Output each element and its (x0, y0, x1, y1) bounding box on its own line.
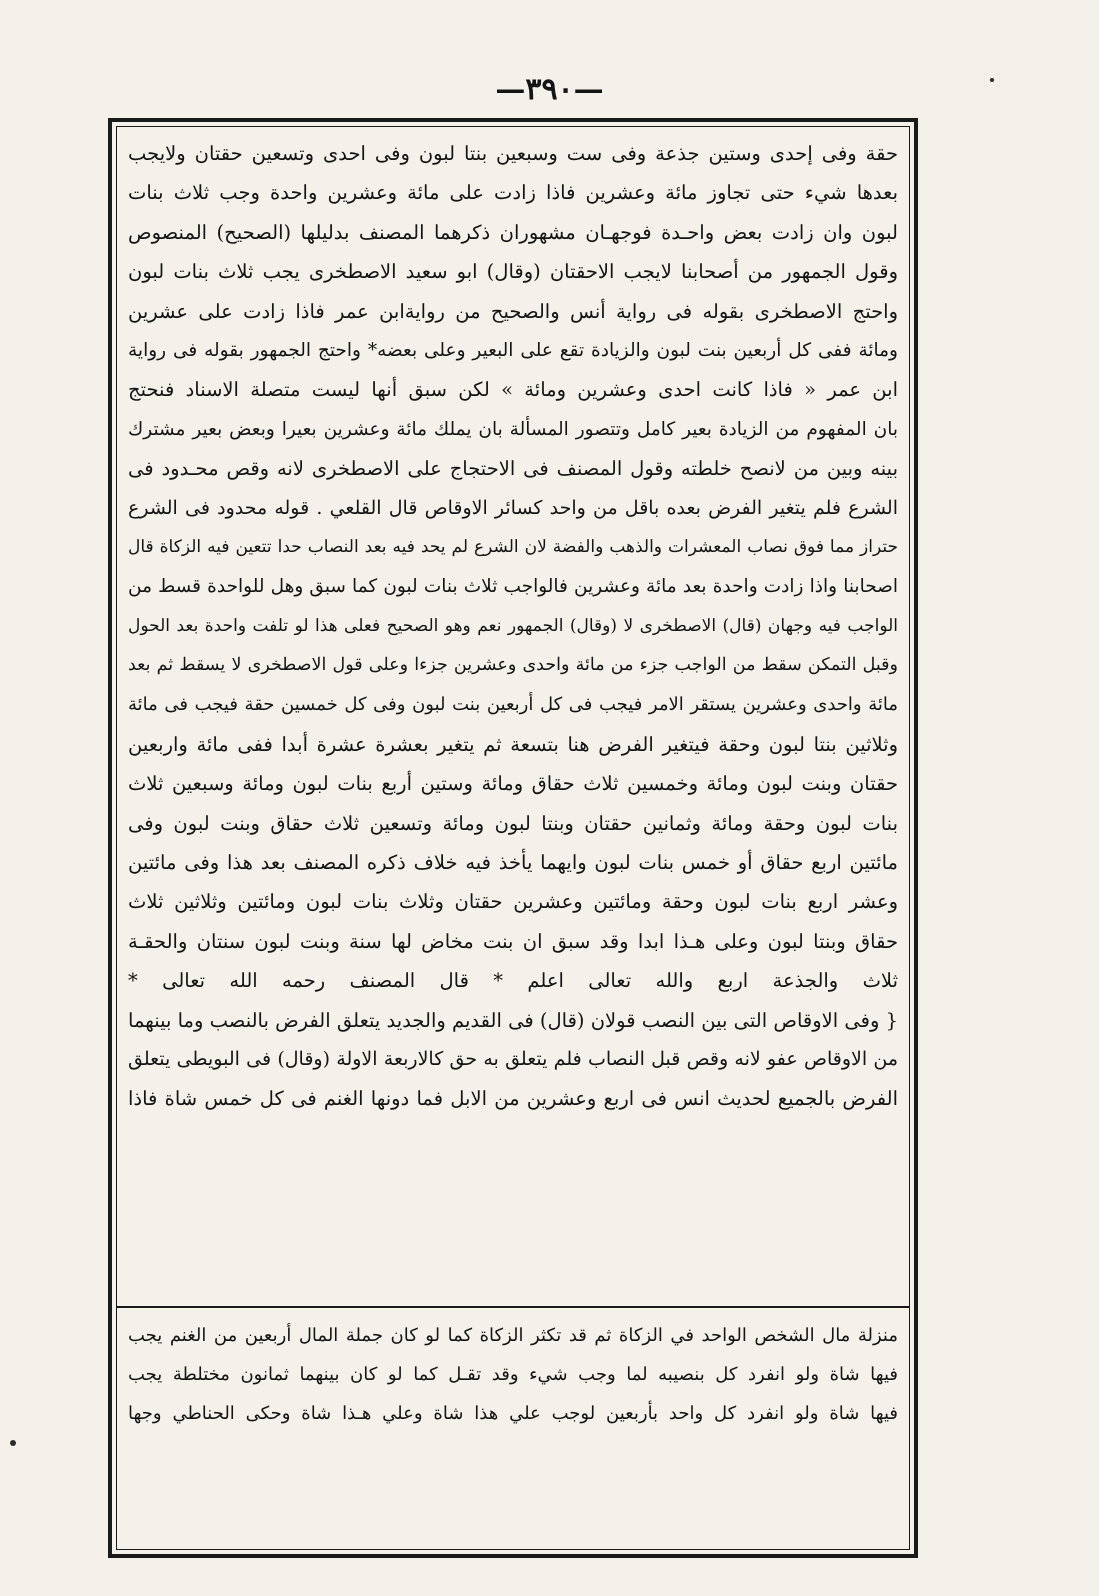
main-text-line: من الاوقاص عفو لانه وقص قبل النصاب فلم يتعلق به حق كالاربعة الاولة (وقال) فى البويطى يتعلق (128, 1047, 898, 1070)
main-text-line: وقول الجمهور من أصحابنا لايجب الاحقتان (وقال) ابو سعيد الاصطخرى يجب ثلاث بنات لبون (128, 260, 898, 284)
main-text-line: واحتج الاصطخرى بقوله فى رواية أنس والصحيح من روايةابن عمر فاذا زادت على عشرين (128, 299, 898, 323)
main-text-line: وثلاثين بنتا لبون وحقة فيتغير الفرض هنا بتسعة ثم يتغير بعشرة عشرة أبدا ففى مائة واربعين (128, 732, 898, 756)
main-text-line: الشرع فلم يتغير الفرض بعده باقل من واحد كسائر الاوقاص قال القلعي . قوله محدود فى الشرع (128, 496, 898, 519)
scan-speck (990, 78, 994, 82)
main-text-line: حتراز مما فوق نصاب المعشرات والذهب والفضة لان الشرع لم يحد فيه بعد النصاب حدا تتعين فيه الزكاة قال (128, 536, 898, 557)
main-text-line: مائة واحدى وعشرين يستقر الامر فيجب فى كل أربعين بنت لبون وفى كل خمسين حقة فيجب فى مائة (128, 694, 898, 716)
main-text-line: وقبل التمكن سقط من الواجب جزء من مائة واحدى وعشرين جزءا وعلى قول الاصطخرى لا يسقط ثم بعد (128, 655, 898, 676)
footnote-block (124, 1316, 902, 1516)
page-number: —٣٩٠— (495, 72, 604, 107)
footnote-line: منزلة مال الشخص الواحد في الزكاة ثم قد تكثر الزكاة كما لو كان جملة المال أربعين من الغنم يجب (128, 1325, 898, 1346)
main-text-line: بنات لبون وحقة ومائة وثمانين حقتان وبنتا لبون ومائة وتسعين ثلاث حقاق وبنت لبون وفى (128, 811, 898, 835)
footnote-line: فيها شاة ولو انفرد كل واحد بأربعين لوجب علي هذا شاة وعلي هـذا شاة وحكى الحناطي وجها (128, 1403, 898, 1424)
main-text-line: ابن عمر « فاذا كانت احدى وعشرين ومائة » لكن سبق أنها ليست متصلة الاسناد فنحتج (128, 378, 898, 402)
main-text-line: بينه وبين من لانصح خلطته وقول المصنف فى الاحتجاج على الاصطخرى لانه وقص محـدود فى (128, 457, 898, 481)
main-text-line: اصحابنا واذا زادت واحدة بعد مائة وعشرين فالواجب ثلاث بنات لبون كما سبق وهل للواحدة قسط من (128, 576, 898, 598)
main-text-line: حقاق وبنتا لبون وعلى هـذا ابدا وقد سبق ان بنت مخاض لها سنة وبنت لبون سنتان والحقـة (128, 929, 898, 953)
footnote-line: فيها شاة ولو انفرد كل بنصيبه لما وجب شيء وقد تقـل كما لو كان بينهما ثمانون مختلطة يجب (128, 1364, 898, 1385)
main-text-line: مائتين اربع حقاق أو خمس بنات لبون وايهما يأخذ فيه خلاف ذكره المصنف بعد هذا وفى مائتين (128, 851, 898, 875)
main-text-block (124, 134, 902, 1302)
main-text-line: بان المفهوم من الزيادة بعير كامل وتتصور المسألة بان يملك مائة وعشرين بعيرا وبعض بعير مشترك (128, 418, 898, 440)
main-text-line: بعدها شيء حتى تجاوز مائة وعشرين فاذا زادت على مائة وعشرين واحدة وجب ثلاث بنات (128, 181, 898, 205)
scan-speck (10, 1440, 16, 1446)
main-text-line: الواجب فيه وجهان (قال) الاصطخرى لا (وقال) الجمهور نعم وهو الصحيح فعلى هذا لو تلفت واحدة بعد الحول (128, 615, 898, 636)
main-text-line: الفرض بالجميع لحديث انس فى اربع وعشرين من الابل فما دونها الغنم فى كل خمس شاة فاذا (128, 1087, 898, 1111)
main-text-line: ثلاث والجذعة اربع والله تعالى اعلم * قال المصنف رحمه الله تعالى * (128, 969, 898, 993)
main-text-line: { وفى الاوقاص التى بين النصب قولان (قال) فى القديم والجديد يتعلق الفرض بالنصب وما بينهما (128, 1008, 898, 1032)
main-text-line: لبون وان زادت بعض واحـدة فوجهـان مشهوران ذكرهما المصنف بدليلها (الصحيح) المنصوص (128, 220, 898, 244)
main-text-line: ومائة ففى كل أربعين بنت لبون والزيادة تقع على البعير وعلى بعضه* واحتج الجمهور بقوله فى رواية (128, 339, 898, 361)
footnote-divider (116, 1306, 910, 1308)
main-text-line: حقة وفى إحدى وستين جذعة وفى ست وسبعين بنتا لبون وفى احدى وتسعين حقتان ولايجب (128, 142, 898, 165)
main-text-line: حقتان وبنت لبون ومائة وخمسين ثلاث حقاق ومائة وستين أربع بنات لبون ومائة وسبعين ثلاث (128, 772, 898, 796)
main-text-line: وعشر اربع بنات لبون وحقة ومائتين وعشرين حقتان وثلاث بنات لبون ومائتين وثلاثين ثلاث (128, 890, 898, 914)
